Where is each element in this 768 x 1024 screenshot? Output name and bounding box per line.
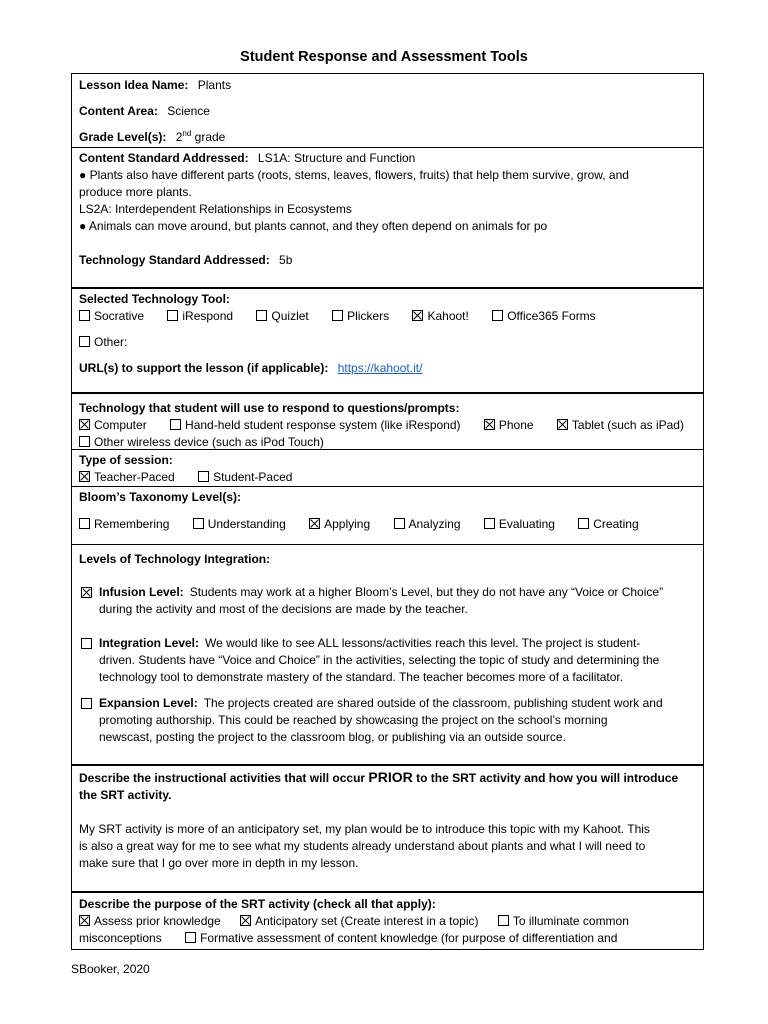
lesson-idea-value: Plants — [197, 78, 232, 92]
purpose-section — [72, 891, 703, 949]
checkbox-icon[interactable] — [484, 518, 495, 529]
grade-level-label: Grade Level(s): — [79, 130, 167, 144]
expansion-text: The projects created are shared outside of the classroom, publishing student work and — [203, 696, 663, 710]
option-student-paced[interactable] — [198, 469, 292, 486]
checked-checkbox-icon[interactable] — [81, 587, 92, 598]
checkbox-icon[interactable] — [578, 518, 589, 529]
infusion-level-item — [79, 584, 697, 618]
option-office365-forms[interactable] — [492, 308, 595, 325]
option-teacher-paced[interactable] — [79, 469, 175, 486]
tech-standard-value: 5b — [279, 253, 293, 267]
option-assess-prior[interactable] — [79, 913, 221, 930]
checked-checkbox-icon[interactable] — [309, 518, 320, 529]
option-understanding[interactable] — [193, 516, 286, 533]
standard-bullet-2: ● Animals can move around, but plants cannot, and they often depend on animals for po — [79, 219, 548, 233]
option-applying[interactable] — [309, 516, 370, 533]
integration-text-cont: driven. Students have “Voice and Choice” in the activities, selecting the topic of study and determining the — [99, 653, 660, 667]
expansion-text-cont: promoting authorship. This could be reached by showcasing the project on the school’s morning — [99, 713, 608, 727]
option-evaluating[interactable] — [484, 516, 555, 533]
prior-answer-cont: make sure that I go over more in depth in my lesson. — [79, 856, 359, 870]
checkbox-icon[interactable] — [332, 310, 343, 321]
option-phone[interactable] — [484, 417, 534, 434]
infusion-label: Infusion Level: — [99, 585, 184, 599]
option-label: Formative assessment of content knowledge (for purpose of differentiation and — [200, 931, 618, 945]
option-label: Evaluating — [498, 517, 555, 531]
checkbox-icon[interactable] — [81, 698, 92, 709]
technology-tool-section — [72, 287, 703, 392]
checkbox-icon[interactable] — [167, 310, 178, 321]
grade-level-suffix: grade — [194, 130, 226, 144]
checkbox-icon[interactable] — [193, 518, 204, 529]
checkbox-icon[interactable] — [79, 518, 90, 529]
content-area-label: Content Area: — [79, 104, 158, 118]
content-standard-label: Content Standard Addressed: — [79, 151, 249, 165]
prior-emphasis: PRIOR — [368, 769, 413, 785]
prior-question-end: the SRT activity. — [79, 788, 172, 802]
checked-checkbox-icon[interactable] — [79, 419, 90, 430]
expansion-text-cont: newscast, posting the project to the classroom blog, or publishing via an outside source. — [99, 730, 566, 744]
respond-technology-section — [72, 392, 703, 449]
option-analyzing[interactable] — [394, 516, 461, 533]
option-label: Other wireless device (such as iPod Touch) — [94, 435, 324, 449]
checked-checkbox-icon[interactable] — [412, 310, 423, 321]
purpose-label: Describe the purpose of the SRT activity (check all that apply): — [79, 897, 436, 911]
checkbox-icon[interactable] — [79, 336, 90, 347]
checkbox-icon[interactable] — [185, 932, 196, 943]
option-kahoot[interactable] — [412, 308, 468, 325]
standard-bullet-1: ● Plants also have different parts (roots, stems, leaves, flowers, fruits) that help them survive, grow, and — [79, 168, 629, 182]
prior-answer: My SRT activity is more of an anticipatory set, my plan would be to introduce this topic with my Kahoot. This — [79, 822, 650, 836]
option-illuminate[interactable] — [498, 913, 629, 930]
option-label: Assess prior knowledge — [94, 914, 221, 928]
option-label: Computer — [94, 418, 147, 432]
option-quizlet[interactable] — [256, 308, 308, 325]
tool-options-row — [79, 308, 697, 325]
option-label: iRespond — [182, 309, 234, 323]
blooms-section — [72, 486, 703, 544]
option-label: Office365 Forms — [507, 309, 596, 323]
option-label: Plickers — [347, 309, 390, 323]
option-label: Phone — [498, 418, 534, 432]
grade-level-value: 2 — [175, 130, 183, 144]
option-anticipatory-set[interactable] — [240, 913, 478, 930]
standards-section — [72, 147, 703, 287]
option-label: Student-Paced — [213, 470, 293, 484]
checked-checkbox-icon[interactable] — [79, 471, 90, 482]
option-label: Understanding — [207, 517, 286, 531]
integration-label: Integration Level: — [99, 636, 200, 650]
checkbox-icon[interactable] — [170, 419, 181, 430]
grade-level-sup: nd — [182, 129, 192, 138]
option-label: Socrative — [94, 309, 145, 323]
content-standard-value: LS1A: Structure and Function — [257, 151, 416, 165]
checkbox-icon[interactable] — [81, 638, 92, 649]
option-label: Analyzing — [408, 517, 461, 531]
option-creating[interactable] — [578, 516, 638, 533]
checkbox-icon[interactable] — [492, 310, 503, 321]
prior-question: Describe the instructional activities that will occur — [79, 771, 366, 785]
ls2a-heading: LS2A: Interdependent Relationships in Ecosystems — [79, 202, 352, 216]
integration-text-cont: technology tool to demonstrate mastery of the standard. The teacher becomes more of a facilitator. — [99, 670, 624, 684]
option-label: Creating — [593, 517, 639, 531]
session-type-section — [72, 449, 703, 486]
footer-credit: SBooker, 2020 — [71, 962, 150, 976]
checkbox-icon[interactable] — [198, 471, 209, 482]
option-irespond[interactable] — [167, 308, 233, 325]
assessment-form — [71, 73, 704, 950]
prior-answer-cont: is also a great way for me to see what my students already understand about plants and what I will need to — [79, 839, 646, 853]
checked-checkbox-icon[interactable] — [240, 915, 251, 926]
integration-levels-label: Levels of Technology Integration: — [79, 552, 271, 566]
content-area-value: Science — [167, 104, 210, 118]
integration-levels-section — [72, 544, 703, 764]
option-illuminate-cont: misconceptions — [79, 931, 162, 945]
option-label: Anticipatory set (Create interest in a topic) — [255, 914, 479, 928]
option-socrative[interactable] — [79, 308, 144, 325]
prior-question-cont: to the SRT activity and how you will introduce — [416, 771, 679, 785]
option-label: Quizlet — [271, 309, 309, 323]
option-tablet[interactable] — [557, 417, 684, 434]
respond-label: Technology that student will use to respond to questions/prompts: — [79, 401, 460, 415]
tech-standard-label: Technology Standard Addressed: — [79, 253, 270, 267]
standard-bullet-1-cont: produce more plants. — [79, 185, 192, 199]
option-remembering[interactable] — [79, 516, 169, 533]
option-other[interactable] — [79, 334, 697, 351]
checked-checkbox-icon[interactable] — [79, 915, 90, 926]
lesson-info-section — [72, 74, 703, 147]
integration-text: We would like to see ALL lessons/activities reach this level. The project is student- — [205, 636, 641, 650]
option-formative[interactable] — [185, 930, 617, 947]
option-computer[interactable] — [79, 417, 147, 434]
session-label: Type of session: — [79, 453, 173, 467]
option-label: Applying — [324, 517, 371, 531]
option-label: Hand-held student response system (like iRespond) — [185, 418, 461, 432]
prior-activities-section — [72, 764, 703, 891]
option-label: Teacher-Paced — [94, 470, 175, 484]
option-handheld[interactable] — [170, 417, 460, 434]
checked-checkbox-icon[interactable] — [484, 419, 495, 430]
checkbox-icon[interactable] — [498, 915, 509, 926]
checked-checkbox-icon[interactable] — [557, 419, 568, 430]
expansion-label: Expansion Level: — [99, 696, 198, 710]
option-label: Tablet (such as iPad) — [571, 418, 684, 432]
integration-level-item — [79, 635, 697, 686]
checkbox-icon[interactable] — [256, 310, 267, 321]
blooms-label: Bloom’s Taxonomy Level(s): — [79, 490, 242, 504]
expansion-level-item — [79, 695, 697, 746]
option-label: Remembering — [94, 517, 170, 531]
infusion-text-cont: during the activity and most of the decisions are made by the teacher. — [99, 602, 468, 616]
page-title: Student Response and Assessment Tools — [240, 49, 528, 65]
other-label: Other: — [94, 335, 128, 349]
option-label: Kahoot! — [427, 309, 469, 323]
infusion-text: Students may work at a higher Bloom’s Level, but they do not have any “Voice or Choice” — [189, 585, 664, 599]
tech-tool-label: Selected Technology Tool: — [79, 292, 230, 306]
checkbox-icon[interactable] — [79, 310, 90, 321]
option-plickers[interactable] — [332, 308, 389, 325]
kahoot-url-link[interactable]: https://kahoot.it/ — [337, 361, 423, 375]
option-label: To illuminate common — [512, 914, 629, 928]
checkbox-icon[interactable] — [394, 518, 405, 529]
lesson-idea-label: Lesson Idea Name: — [79, 78, 189, 92]
checkbox-icon[interactable] — [79, 436, 90, 447]
url-label: URL(s) to support the lesson (if applicable): — [79, 361, 329, 375]
